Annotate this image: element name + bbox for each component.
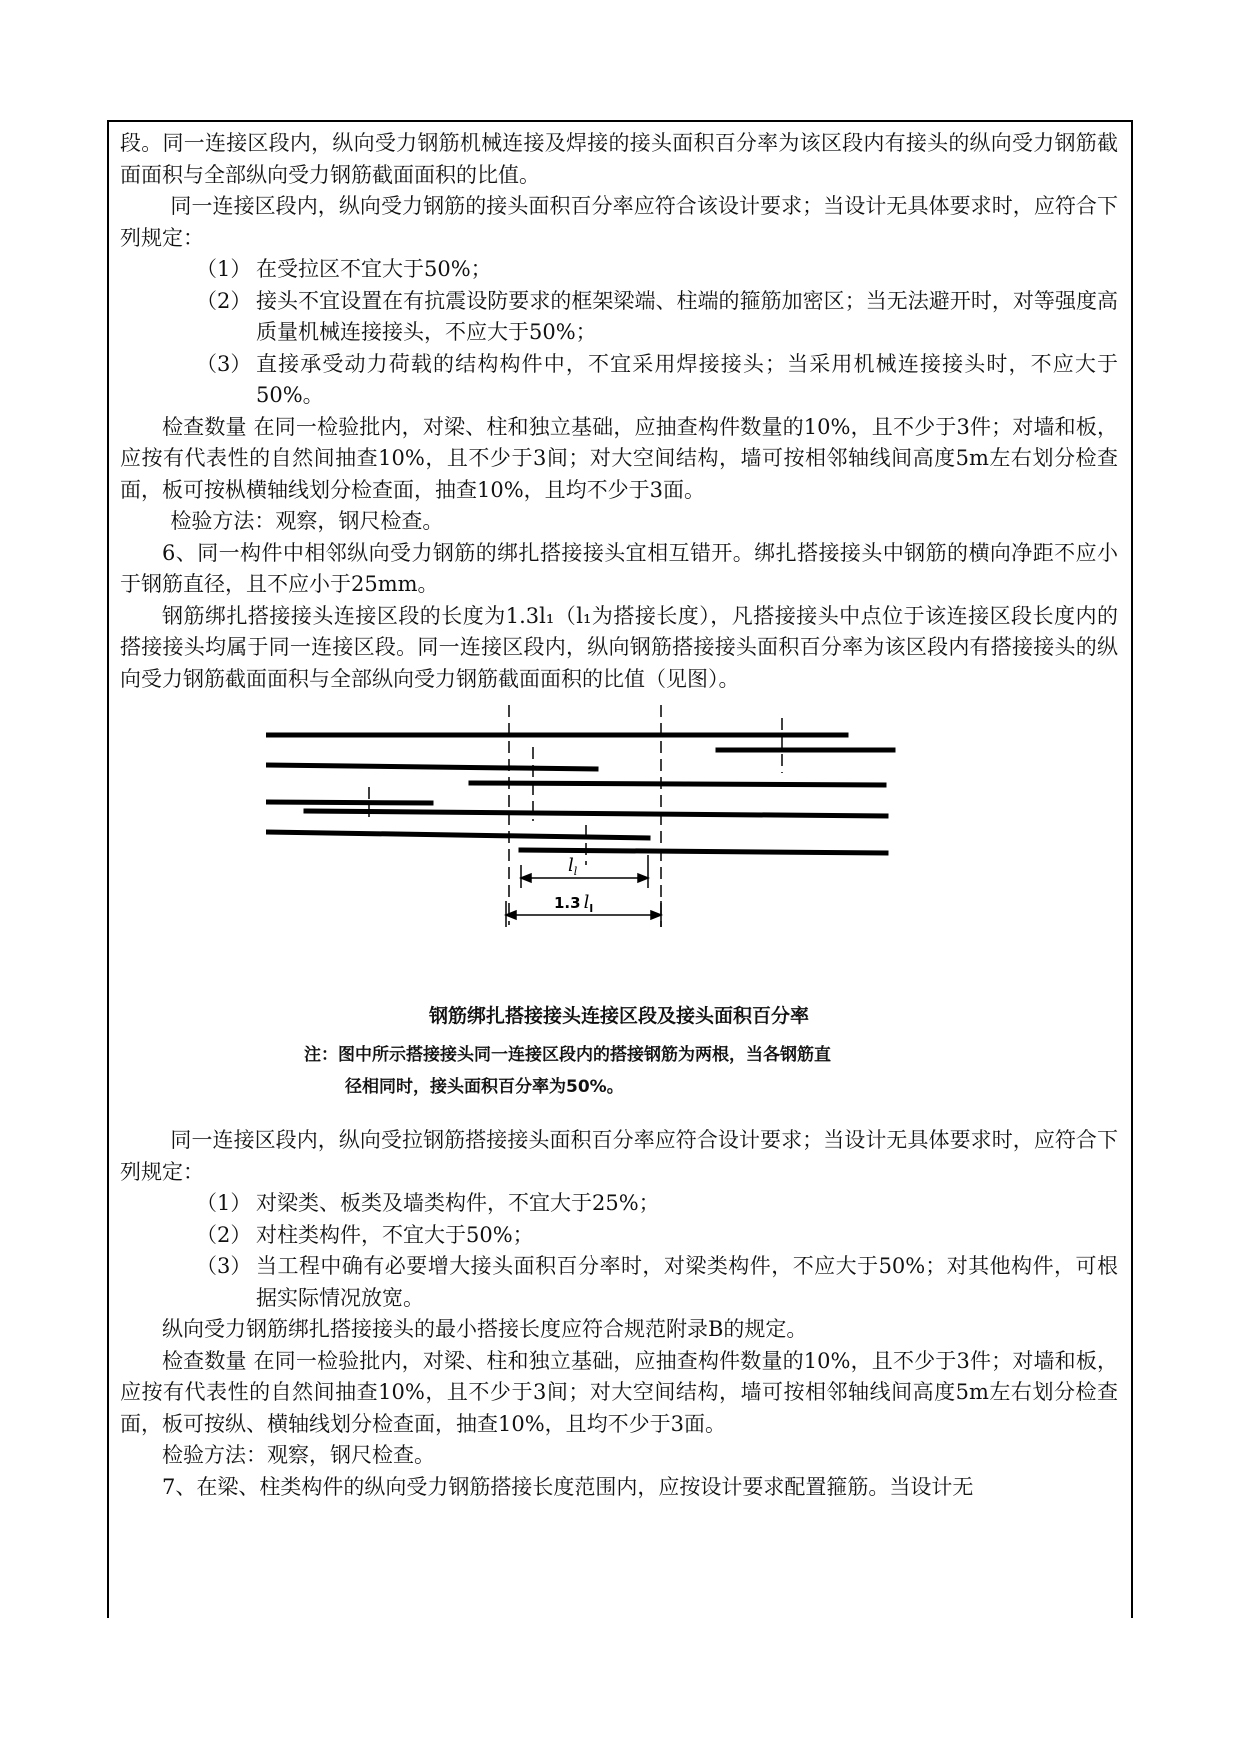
document-frame: [107, 120, 1133, 1618]
list-text: 当工程中确有必要增大接头面积百分率时，对梁类构件，不应大于50%；对其他构件，可根据实际情况放宽。: [256, 1254, 1118, 1310]
list-number: （2）: [196, 288, 252, 313]
arrow: [506, 911, 516, 919]
rebar-diagram: [266, 705, 906, 955]
rebar-line: [306, 811, 886, 816]
figure-caption: 钢筋绑扎搭接接头连接区段及接头面积百分率: [428, 1005, 809, 1027]
list-text: 直接承受动力荷载的结构构件中，不宜采用焊接接头；当采用机械连接接头时，不应大于50%。: [256, 351, 1118, 407]
rebar-line: [266, 765, 596, 769]
lap-splice-figure: [120, 705, 1118, 1125]
note-line: 径相同时，接头面积百分率为50%。: [345, 1077, 624, 1097]
document-body: [120, 128, 1118, 1503]
label-l: $l_l$: [568, 855, 578, 878]
list-text: 对柱类构件，不宜大于50%；: [256, 1222, 534, 1247]
list-item: [196, 349, 1118, 412]
paragraph: 段。同一连接区段内，纵向受力钢筋机械连接及焊接的接头面积百分率为该区段内有接头的纵向受力钢筋截面面积与全部纵向受力钢筋截面面积的比值。: [120, 131, 1118, 187]
rebar-line: [266, 832, 648, 838]
arrow: [521, 874, 531, 882]
list-number: （1）: [196, 1191, 252, 1215]
note-line: 注：图中所示搭接接头同一连接区段内的搭接钢筋为两根，当各钢筋直: [304, 1045, 831, 1065]
arrow: [651, 911, 661, 919]
paragraph: 钢筋绑扎搭接接头连接区段的长度为1.3l₁（l₁为搭接长度），凡搭接接头中点位于该连接区段长度内的搭接接头均属于同一连接区段。同一连接区段内，纵向钢筋搭接接头面积百分率为该区段内有搭接接头的纵向受力钢筋截面面积与全部纵向受力钢筋截面面积的比值（见图）。: [120, 603, 1118, 691]
paragraph: 检验方法：观察，钢尺检查。: [162, 1443, 435, 1467]
list-text: 在受拉区不宜大于50%；: [256, 257, 492, 281]
paragraph: 检查数量 在同一检验批内，对梁、柱和独立基础，应抽查构件数量的10%，且不少于3件；对墙和板，应按有代表性的自然间抽查10%，且不少于3间；对大空间结构，墙可按相邻轴线间高度5m左右划分检查面，板可按纵、横轴线划分检查面，抽查10%，且均不少于3面。: [120, 1348, 1118, 1436]
rebar-line: [266, 802, 431, 803]
paragraph: 同一连接区段内，纵向受力钢筋的接头面积百分率应符合该设计要求；当设计无具体要求时，应符合下列规定：: [120, 194, 1118, 250]
paragraph: 6、同一构件中相邻纵向受力钢筋的绑扎搭接接头宜相互错开。绑扎搭接接头中钢筋的横向净距不应小于钢筋直径，且不应小于25mm。: [120, 540, 1118, 596]
paragraph: 检查数量 在同一检验批内，对梁、柱和独立基础，应抽查构件数量的10%，且不少于3件；对墙和板，应按有代表性的自然间抽查10%，且不少于3间；对大空间结构，墙可按相邻轴线间高度5m左右划分检查面，板可按枞横轴线划分检查面，抽查10%，且均不少于3面。: [120, 414, 1118, 502]
rebar-line: [521, 850, 886, 853]
list-text: 对梁类、板类及墙类构件，不宜大于25%；: [256, 1191, 660, 1215]
arrow: [638, 874, 648, 882]
label-1-3l: 1.3 $l_l$: [554, 892, 594, 915]
list-item: [196, 254, 1118, 286]
list-item: [196, 1188, 1118, 1220]
list-number: （3）: [196, 351, 252, 376]
list-item: [196, 1251, 1118, 1314]
list-number: （2）: [196, 1222, 252, 1247]
paragraph: 7、在梁、柱类构件的纵向受力钢筋搭接长度范围内，应按设计要求配置箍筋。当设计无: [162, 1474, 974, 1499]
list-number: （1）: [196, 257, 252, 281]
paragraph: 检验方法：观察，钢尺检查。: [170, 509, 444, 533]
paragraph: 纵向受力钢筋绑扎搭接接头的最小搭接长度应符合规范附录B的规定。: [162, 1317, 808, 1341]
figure-note: [304, 1039, 984, 1103]
list-item: [196, 286, 1118, 349]
list-item: [196, 1220, 1118, 1252]
list-text: 接头不宜设置在有抗震设防要求的框架梁端、柱端的箍筋加密区；当无法避开时，对等强度高质量机械连接接头，不应大于50%；: [256, 288, 1118, 344]
paragraph: 同一连接区段内，纵向受拉钢筋搭接接头面积百分率应符合设计要求；当设计无具体要求时，应符合下列规定：: [120, 1128, 1118, 1184]
list-number: （3）: [196, 1254, 252, 1278]
